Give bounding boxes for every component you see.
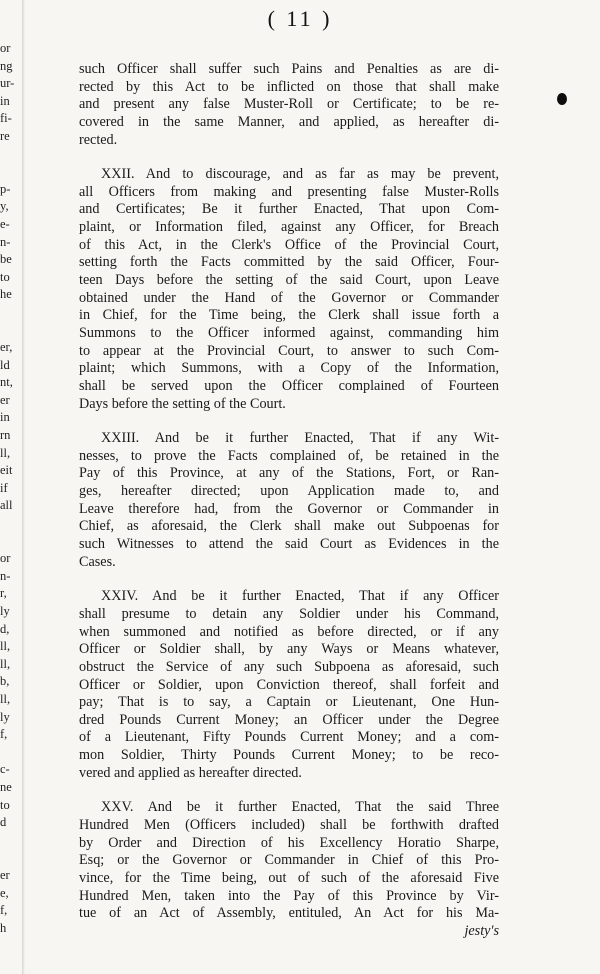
margin-fragment: rn (0, 428, 11, 443)
margin-fragment: ur- (0, 76, 15, 91)
margin-fragment: e- (0, 216, 10, 231)
page-number: ( 11 ) (267, 6, 333, 31)
margin-fragment: y, (0, 199, 9, 214)
text-line: such Witnesses to attend the said Court as Evidences in the (79, 536, 499, 553)
margin-fragment: b, (0, 674, 10, 689)
paragraph-section-xxiii (79, 430, 499, 571)
paragraph-continuation (79, 61, 499, 149)
text-line: such Officer shall suffer such Pains and Penalties as are di- (79, 61, 499, 77)
margin-fragment: f, (0, 903, 8, 918)
ink-blot (557, 93, 567, 105)
text-line: XXIII. And be it further Enacted, That if any Wit- (101, 430, 499, 447)
margin-fragment: ld (0, 357, 10, 372)
text-line: Chief, as aforesaid, the Clerk shall make out Subpoenas for (79, 518, 499, 535)
text-line: dred Pounds Current Money; an Officer under the Degree (79, 711, 499, 728)
margin-fragment: he (0, 287, 12, 302)
text-line: shall be served upon the Officer complained of Fourteen (79, 377, 499, 394)
margin-fragment: eit (0, 463, 13, 478)
text-line: of this Act, in the Clerk's Office of the Provincial Court, (79, 236, 499, 253)
margin-fragment (0, 533, 22, 551)
margin-fragment: if (0, 480, 8, 495)
margin-fragment (0, 744, 22, 762)
text-line: by Order and Direction of his Excellency Horatio Sharpe, (79, 834, 499, 851)
text-line: Pay of this Province, at any of the Stations, Fort, or Ran- (79, 465, 499, 482)
text-line: plaint, or Information filed, against any Officer, for Breach (79, 219, 499, 236)
text-line: of a Lieutenant, Fifty Pounds Current Money; and a com- (79, 729, 499, 746)
margin-fragment: fi- (0, 111, 12, 126)
text-line: and present any false Muster-Roll or Certificate; to be re- (79, 96, 499, 113)
text-line: rected. (79, 131, 118, 148)
margin-fragment: er (0, 392, 10, 407)
margin-fragment (0, 849, 22, 867)
text-line: rected by this Act to be inflicted on those that shall make (79, 78, 499, 95)
margin-fragment: in (0, 410, 10, 425)
margin-fragment: d, (0, 621, 10, 636)
margin-fragment: to (0, 269, 10, 284)
page-gutter-shadow (22, 0, 25, 974)
text-line: Officer or Soldier shall, by any Ways or Means whatever, (79, 641, 499, 658)
text-line: pay; That is to say, a Captain or Lieutenant, One Hun- (79, 694, 499, 711)
text-line: nesses, to prove the Facts complained of, be retained in the (79, 447, 499, 464)
paragraph-section-xxii (79, 166, 499, 413)
paragraph-section-xxv (79, 799, 499, 922)
text-line: Leave therefore had, from the Governor or Commander in (79, 500, 499, 517)
margin-fragment: be (0, 252, 12, 267)
text-line: covered in the same Manner, and applied, as hereafter di- (79, 113, 499, 130)
margin-fragment (0, 515, 22, 533)
margin-fragment: ne (0, 779, 12, 794)
margin-fragment (0, 832, 22, 850)
text-line: vince, for the Time being, out of such of the aforesaid Five (79, 869, 499, 886)
text-line: obstruct the Service of any such Subpoena as aforesaid, such (79, 658, 499, 675)
margin-fragment (0, 322, 22, 340)
text-line: Days before the setting of the Court. (79, 395, 286, 412)
margin-fragment: e, (0, 885, 9, 900)
margin-fragment: re (0, 128, 10, 143)
text-line: in Chief, for the Time being, the Clerk shall issue forth a (79, 307, 499, 324)
text-line: obtained under the Hand of the Governor or Commander (79, 289, 499, 306)
margin-fragment: f, (0, 727, 8, 742)
margin-fragment: c- (0, 762, 10, 777)
margin-fragment: n- (0, 234, 11, 249)
text-line: Esq; or the Governor or Commander in Chief of this Pro- (79, 852, 499, 869)
text-line: when summoned and notified as before directed, or if any (79, 623, 499, 640)
margin-fragment: n- (0, 568, 11, 583)
text-line: XXII. And to discourage, and as far as may be prevent, (101, 166, 499, 183)
margin-fragment: er (0, 867, 10, 882)
margin-fragment: h (0, 920, 7, 935)
text-line: shall presume to detain any Soldier under his Command, (79, 605, 499, 622)
margin-fragment: to (0, 797, 10, 812)
text-line: to appear at the Provincial Court, to answer to such Com- (79, 342, 499, 359)
text-line: all Officers from making and presenting false Muster-Rolls (79, 183, 499, 200)
paragraph-section-xxiv (79, 588, 499, 782)
margin-fragment: all (0, 498, 13, 513)
margin-fragment: ly (0, 709, 10, 724)
text-line: Summons to the Officer informed against, commanding him (79, 324, 499, 341)
margin-fragment: or (0, 551, 11, 566)
margin-fragment: nt, (0, 375, 13, 390)
margin-fragment: ll, (0, 639, 11, 654)
margin-fragment (0, 146, 22, 164)
text-line: Hundred Men, taken into the Pay of this Province by Vir- (79, 887, 499, 904)
margin-fragment: or (0, 41, 11, 55)
margin-fragment (0, 304, 22, 322)
text-line: Officer or Soldier, upon Conviction thereof, shall forfeit and (79, 676, 499, 693)
text-line: vered and applied as hereafter directed. (79, 764, 302, 781)
margin-fragment: r, (0, 586, 7, 601)
page-body (79, 61, 499, 940)
text-line: teen Days before the setting of the said Court, upon Leave (79, 272, 499, 289)
margin-fragment: p- (0, 181, 11, 196)
margin-fragment: ll, (0, 445, 11, 460)
margin-fragment: in (0, 93, 10, 108)
catchword: jesty's (464, 922, 499, 939)
text-line: plaint; which Summons, with a Copy of the Information, (79, 360, 499, 377)
text-line: Cases. (79, 553, 116, 570)
facing-page-margin-fragments (0, 40, 22, 937)
margin-fragment: d (0, 815, 7, 830)
margin-fragment: er, (0, 340, 13, 355)
margin-fragment: ly (0, 604, 10, 618)
text-line: setting forth the Facts committed by the said Officer, Four- (79, 254, 499, 271)
text-line: Hundred Men (Officers included) shall be forthwith drafted (79, 816, 499, 833)
text-line: mon Soldier, Thirty Pounds Current Money; to be reco- (79, 747, 499, 764)
margin-fragment: ll, (0, 691, 11, 706)
text-line: XXV. And be it further Enacted, That the said Three (101, 799, 499, 816)
text-line: XXIV. And be it further Enacted, That if any Officer (101, 588, 499, 605)
text-line: tue of an Act of Assembly, entituled, An Act for his Ma- (79, 905, 499, 922)
margin-fragment: ll, (0, 656, 11, 671)
margin-fragment (0, 163, 22, 181)
text-line: and Certificates; Be it further Enacted, That upon Com- (79, 201, 499, 218)
text-line: ges, hereafter directed; upon Application made to, and (79, 483, 499, 500)
margin-fragment: ng (0, 58, 13, 73)
